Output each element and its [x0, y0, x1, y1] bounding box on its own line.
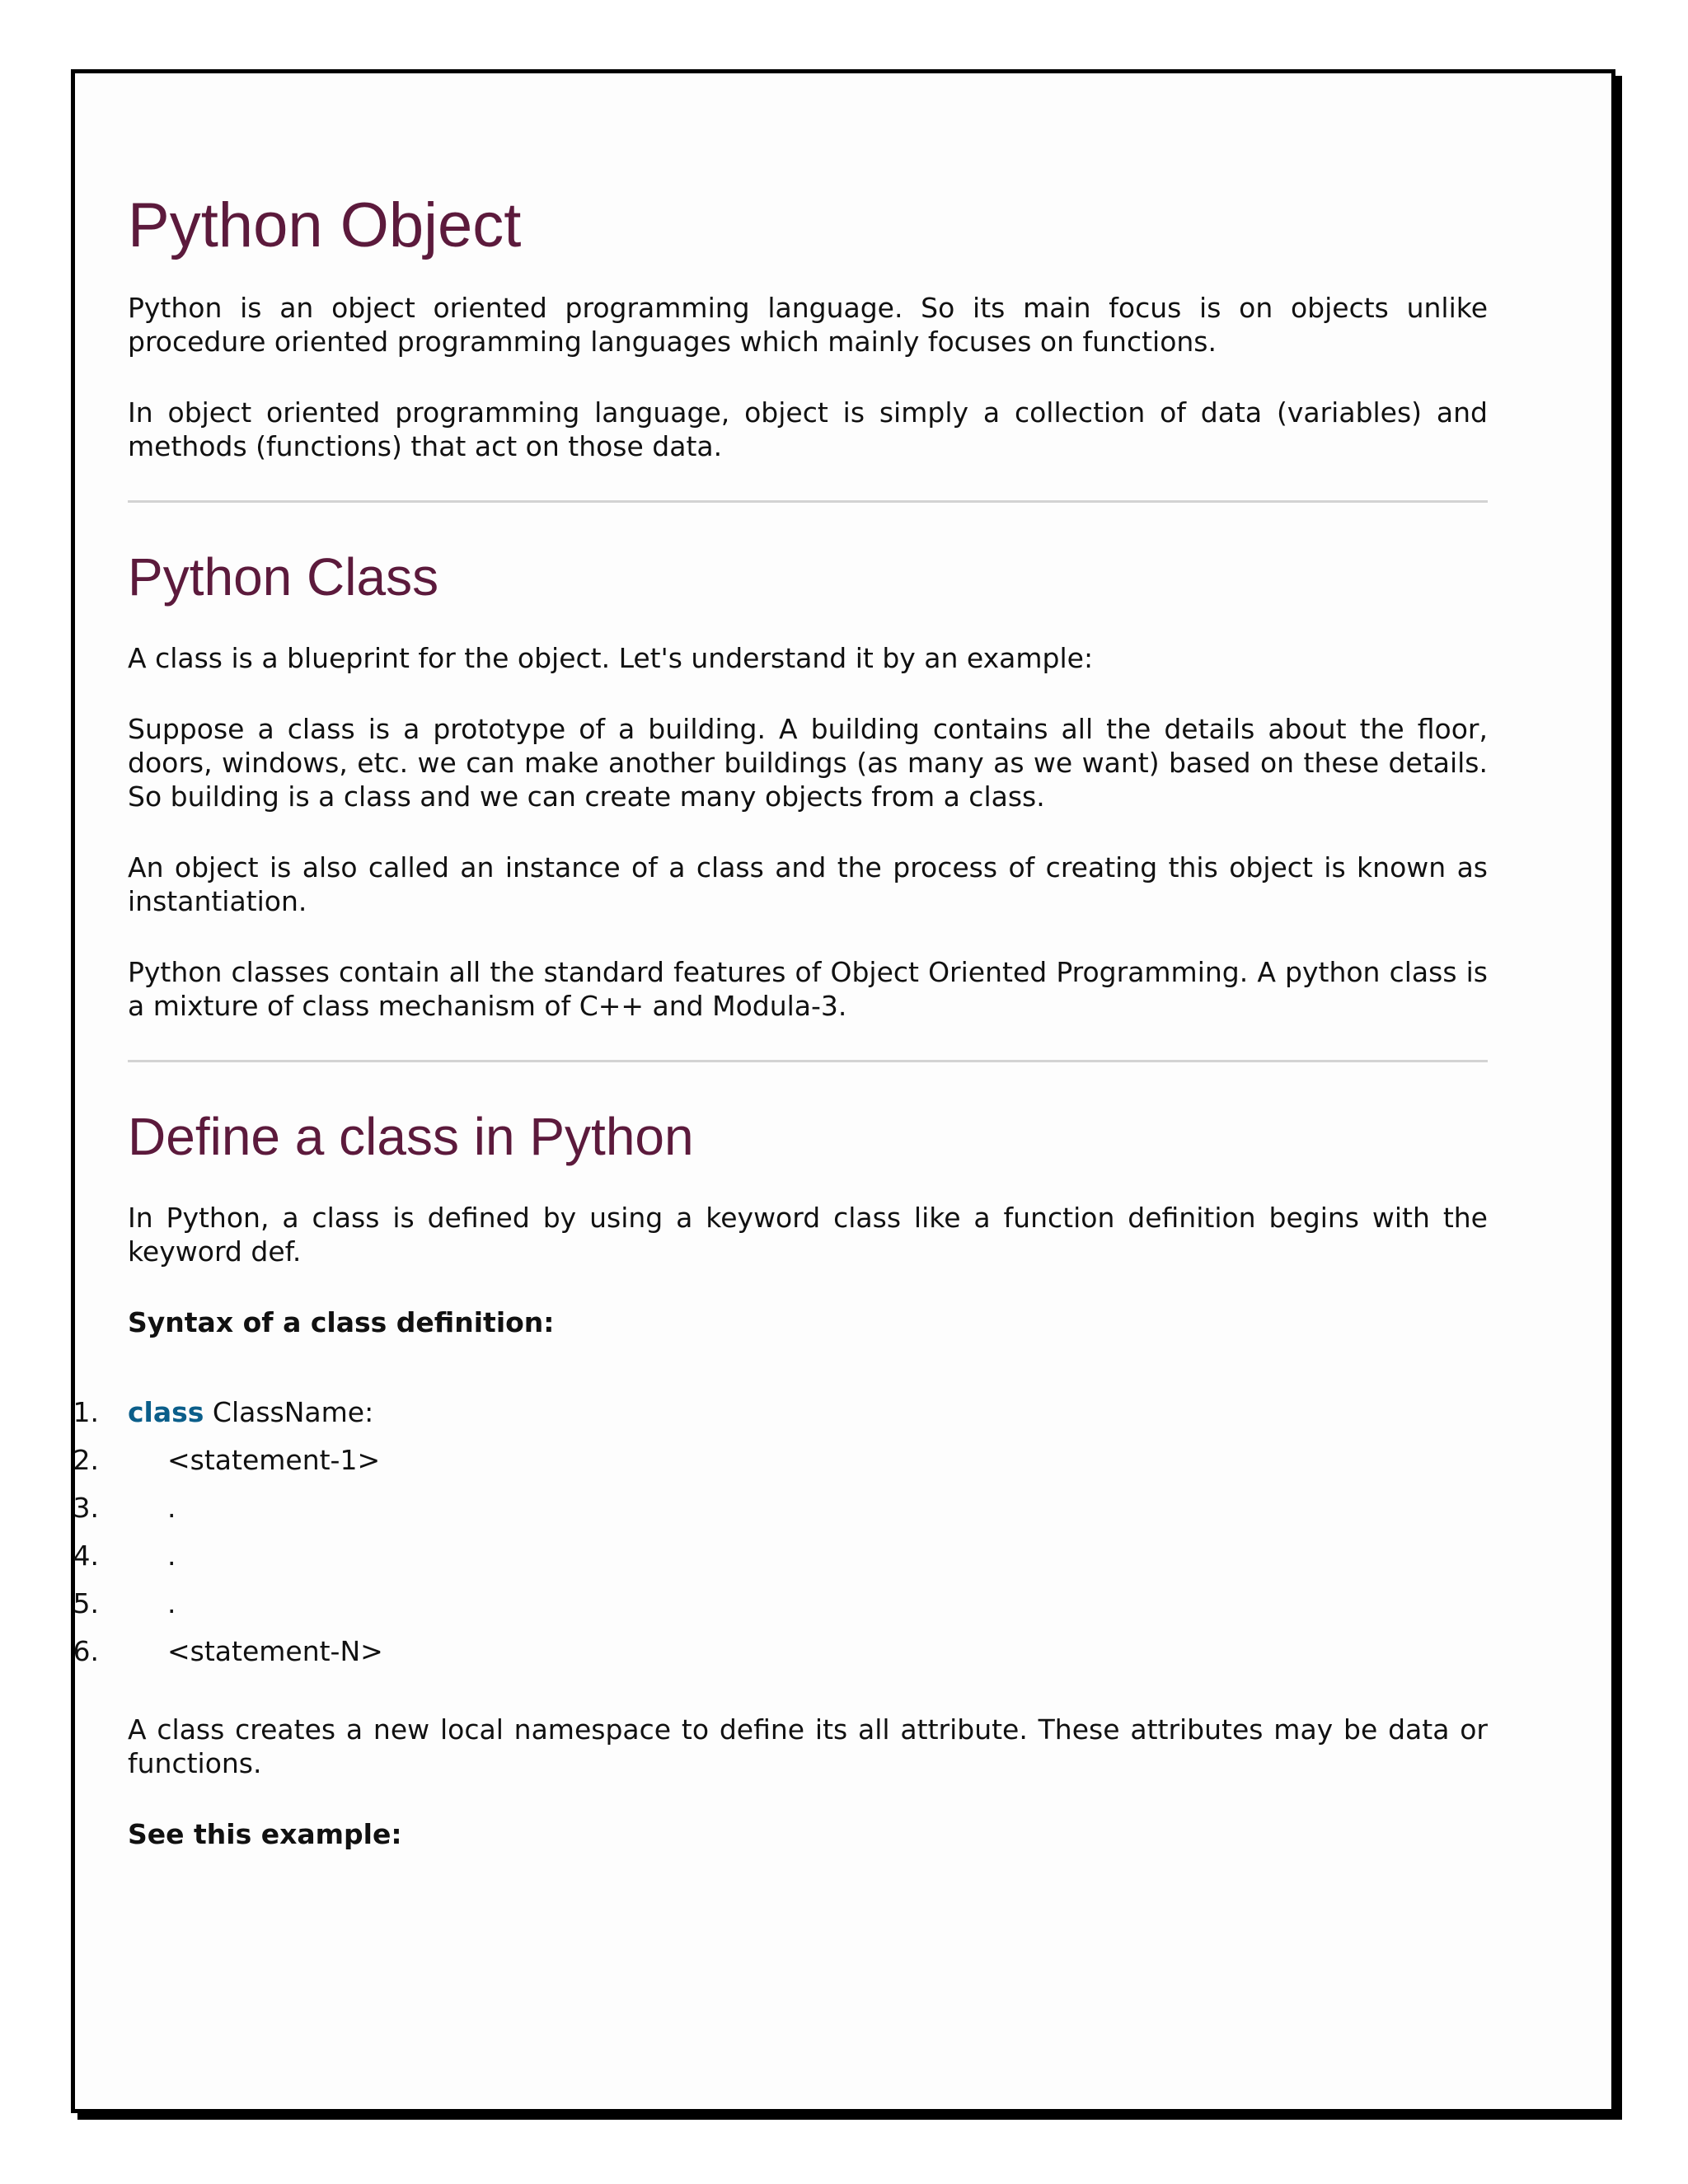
code-line [73, 1580, 1488, 1628]
code-text: <statement-1> [167, 1443, 381, 1476]
heading-define-class: Define a class in Python [128, 1106, 694, 1166]
code-text: . [167, 1586, 176, 1619]
paragraph: Python is an object oriented programming language. So its main focus is on objects unlike procedure oriented programming languages which mainly focuses on functions. [128, 292, 1488, 359]
line-number: 5. [73, 1586, 99, 1619]
section-divider [128, 1060, 1488, 1062]
code-text: ClassName: [204, 1395, 374, 1428]
code-text: . [167, 1539, 176, 1572]
heading-python-object: Python Object [128, 190, 522, 260]
line-number: 4. [73, 1539, 99, 1572]
document-content [73, 190, 1488, 1888]
paragraph: In object oriented programming language, object is simply a collection of data (variables) and methods (functions) that act on those data. [128, 396, 1488, 463]
paragraph: Python classes contain all the standard features of Object Oriented Programming. A python class is a mixture of class mechanism of C++ and Modula-3. [128, 955, 1488, 1022]
code-line [73, 1484, 1488, 1532]
section-divider [128, 500, 1488, 503]
line-number: 2. [73, 1443, 99, 1476]
line-number: 6. [73, 1634, 99, 1667]
code-line [73, 1436, 1488, 1484]
code-text: <statement-N> [167, 1634, 383, 1667]
paragraph: A class creates a new local namespace to define its all attribute. These attributes may be data or functions. [128, 1713, 1488, 1779]
paragraph: An object is also called an instance of a class and the process of creating this object is known as instantiation. [128, 851, 1488, 917]
paragraph: In Python, a class is defined by using a keyword class like a function definition begins with the keyword def. [128, 1201, 1488, 1268]
line-number: 3. [73, 1491, 99, 1524]
example-heading: See this example: [128, 1817, 402, 1850]
code-line [73, 1389, 1488, 1436]
syntax-heading: Syntax of a class definition: [128, 1305, 555, 1338]
code-text: . [167, 1491, 176, 1524]
code-line [73, 1532, 1488, 1580]
heading-python-class: Python Class [128, 547, 439, 607]
code-keyword: class [128, 1395, 204, 1428]
line-number: 1. [73, 1395, 99, 1428]
paragraph: Suppose a class is a prototype of a building. A building contains all the details about the floor, doors, windows, etc. we can make another buildings (as many as we want) based on these details. So building is a class and we can create many objects from a class. [128, 712, 1488, 813]
paragraph: A class is a blueprint for the object. Let's understand it by an example: [128, 641, 1094, 674]
code-listing [73, 1389, 1488, 1675]
code-line [73, 1628, 1488, 1675]
